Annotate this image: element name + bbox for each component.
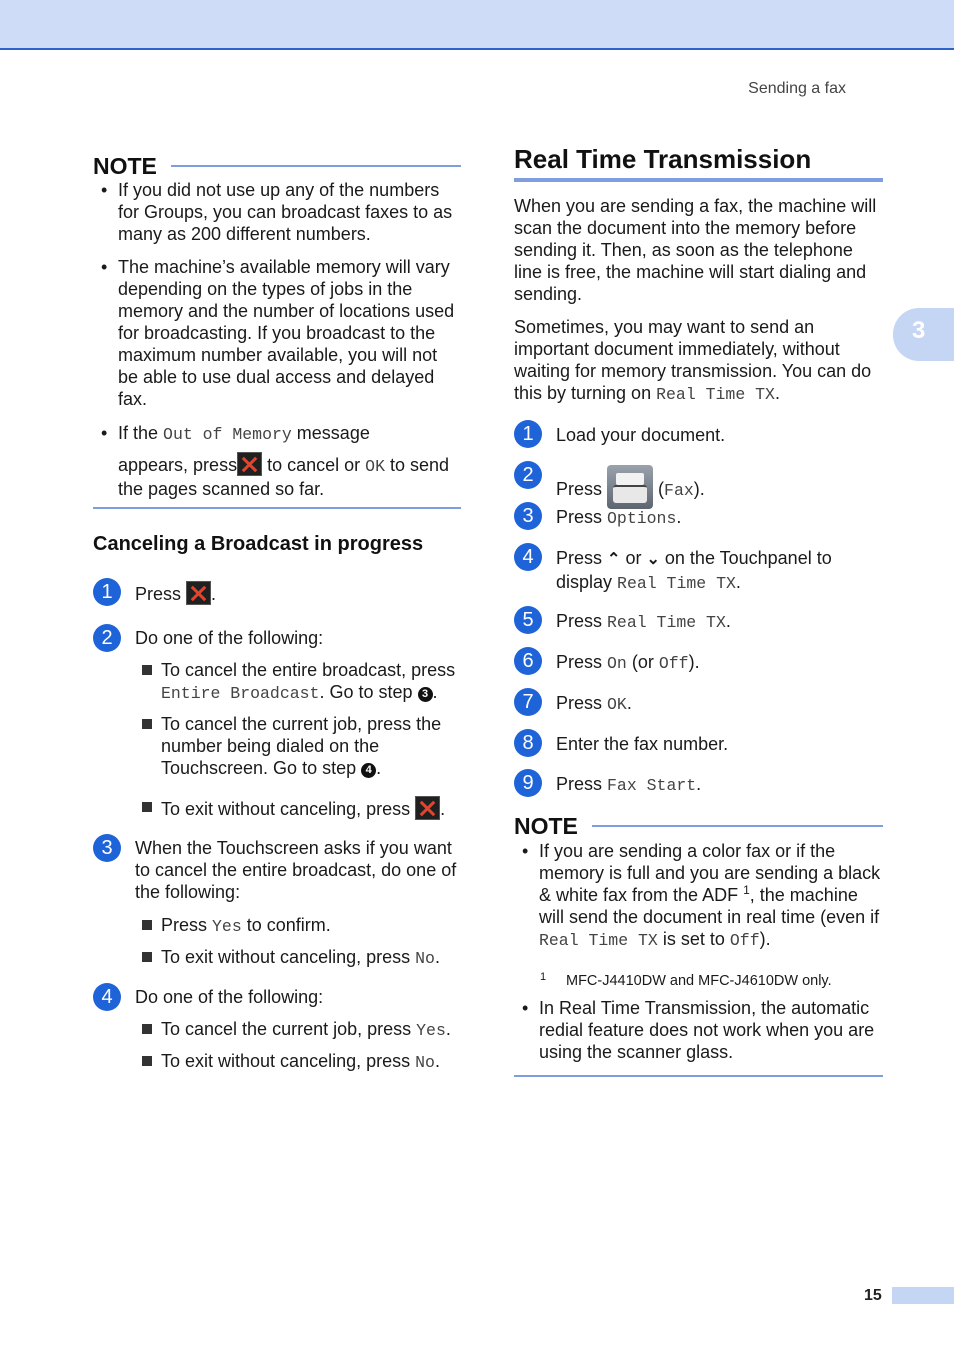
text: . Go to step	[319, 682, 413, 702]
code-no: No	[415, 949, 435, 968]
note-title: NOTE	[514, 813, 578, 839]
footnote-mark: 1	[540, 971, 547, 983]
text: to cancel or	[267, 455, 361, 475]
sub-option	[142, 1050, 461, 1074]
code-real-time-tx: Real Time TX	[539, 931, 658, 950]
step-number: 7	[514, 688, 542, 716]
chapter-number: 3	[912, 317, 926, 344]
text: .	[735, 572, 741, 592]
text: the pages scanned so far.	[118, 479, 325, 499]
text: to confirm.	[246, 915, 331, 935]
text: Press	[161, 915, 208, 935]
cancel-x-icon	[415, 796, 440, 820]
text: , the machine will send the document in real time (even if	[539, 885, 880, 927]
text: To exit without canceling, press	[161, 799, 411, 819]
step-number: 8	[514, 729, 542, 757]
sub-option	[142, 659, 461, 705]
code-options: Options	[607, 509, 677, 528]
step-number: 1	[93, 578, 121, 606]
text: message	[296, 423, 370, 443]
sub-option	[142, 796, 461, 820]
text: Sometimes, you may want to send an important document immediately, without waiting for memory transmission. You can do this by turning on	[514, 317, 872, 403]
chevron-up-icon: ⌃	[607, 551, 621, 568]
step-number: 6	[514, 647, 542, 675]
text: To exit without canceling, press	[161, 1051, 411, 1071]
text: ).	[688, 652, 700, 672]
section-title: Real Time Transmission	[514, 144, 812, 174]
step-number: 4	[514, 543, 542, 571]
text: .	[445, 1019, 451, 1039]
step-number: 5	[514, 606, 542, 634]
note-divider	[171, 165, 461, 167]
step-number: 4	[93, 983, 121, 1011]
text: Press	[556, 693, 603, 713]
footnote-ref: 1	[743, 883, 750, 897]
text: Press	[556, 548, 603, 568]
text: To cancel the entire broadcast, press	[161, 660, 456, 680]
text: (	[658, 479, 665, 499]
note-bullet-2: • The machine’s available memory will vary depending on the types of jobs in the memory and the number of locations used for broadcasting. If you broadcast to the maximum number available, you will not be able to use dual access and delayed fax.	[93, 256, 461, 410]
running-header: Sending a fax	[748, 80, 846, 97]
sub-option	[142, 1018, 461, 1042]
sub-option	[142, 914, 461, 938]
text: .	[211, 584, 217, 604]
note-bottom-rule	[514, 1075, 883, 1077]
text: .	[696, 774, 702, 794]
text: appears, press	[118, 455, 238, 475]
text: Press	[135, 584, 182, 604]
note-heading	[93, 154, 461, 178]
text: Press	[556, 479, 603, 499]
code-real-time-tx: Real Time TX	[617, 574, 736, 593]
text: If you are sending a color fax or if the memory is full and you are sending a black & white fax from the ADF	[539, 841, 881, 905]
text: ).	[693, 479, 705, 499]
sub-option	[142, 946, 461, 970]
text: .	[676, 507, 682, 527]
note-bottom-rule	[93, 507, 461, 509]
code-off: Off	[729, 931, 760, 950]
text: To cancel the current job, press	[161, 1019, 412, 1039]
step-number: 9	[514, 769, 542, 797]
top-header-band	[0, 0, 954, 50]
chevron-down-icon: ⌄	[646, 551, 660, 568]
sub-option	[142, 713, 461, 779]
code-real-time-tx: Real Time TX	[656, 385, 775, 404]
text: Press	[556, 652, 603, 672]
text: .	[626, 693, 632, 713]
text: If the	[118, 423, 159, 443]
code-no: No	[415, 1053, 435, 1072]
step-text: When the Touchscreen asks if you want to cancel the entire broadcast, do one of the following:	[135, 838, 457, 902]
note-heading	[514, 814, 883, 838]
code-yes: Yes	[212, 917, 242, 936]
step-number: 1	[514, 420, 542, 448]
text: .	[440, 799, 446, 819]
code-entire-broadcast: Entire Broadcast	[161, 684, 320, 703]
text: .	[725, 611, 731, 631]
code-on: On	[607, 654, 627, 673]
text: to send	[390, 455, 450, 475]
text: on the Touchpanel to	[664, 548, 832, 568]
text: .	[774, 383, 780, 403]
step-text: Enter the fax number.	[556, 734, 729, 754]
fax-icon	[607, 465, 653, 509]
paragraph-1: When you are sending a fax, the machine will scan the document into the memory before sending it. Then, as soon as the telephone line is free, the machine will start dialing and sending.	[514, 196, 877, 304]
text: ).	[759, 929, 771, 949]
step-text: Do one of the following:	[135, 987, 324, 1007]
code-ok: OK	[365, 457, 385, 476]
text: is set to	[662, 929, 725, 949]
step-number: 3	[93, 834, 121, 862]
step-ref-3: 3	[418, 687, 433, 702]
text: Press	[556, 774, 603, 794]
page-number-bar	[892, 1287, 954, 1304]
text: (or	[631, 652, 654, 672]
code-ok: OK	[607, 695, 627, 714]
cancel-x-icon	[237, 452, 262, 476]
note-bullet-1	[514, 840, 883, 952]
text: .	[376, 758, 382, 778]
text: Press	[556, 611, 603, 631]
text: To exit without canceling, press	[161, 947, 411, 967]
subheading: Canceling a Broadcast in progress	[93, 533, 424, 555]
step-number: 3	[514, 502, 542, 530]
step-text: Load your document.	[556, 425, 726, 445]
paragraph-2	[514, 316, 883, 406]
note-bullet-2: • In Real Time Transmission, the automatic redial feature does not work when you are using the scanner glass.	[514, 997, 883, 1063]
code-fax-start: Fax Start	[607, 776, 697, 795]
text: .	[434, 1051, 440, 1071]
text: .	[432, 682, 438, 702]
code-fax: Fax	[664, 481, 694, 500]
text: display	[556, 572, 613, 592]
text: .	[434, 947, 440, 967]
note-bullet-3	[93, 422, 461, 500]
code-real-time-tx: Real Time TX	[607, 613, 726, 632]
step-ref-4: 4	[361, 763, 376, 778]
step-number: 2	[93, 624, 121, 652]
note-bullet-1: • If you did not use up any of the numbers for Groups, you can broadcast faxes to as many as 200 different numbers.	[93, 179, 461, 245]
cancel-x-icon	[186, 581, 211, 605]
note-divider	[592, 825, 883, 827]
code-out-of-memory: Out of Memory	[163, 425, 292, 444]
footnote-text: MFC-J4410DW and MFC-J4610DW only.	[566, 973, 832, 989]
page-number: 15	[864, 1287, 882, 1304]
step-text: Do one of the following:	[135, 628, 324, 648]
code-yes: Yes	[416, 1021, 446, 1040]
step-number: 2	[514, 461, 542, 489]
code-off: Off	[658, 654, 689, 673]
text: Press	[556, 507, 603, 527]
title-underline	[514, 178, 883, 182]
note-title: NOTE	[93, 153, 157, 179]
text: To cancel the current job, press the number being dialed on the Touchscreen. Go to step	[161, 714, 442, 778]
chapter-tab	[893, 308, 954, 361]
text: or	[625, 548, 642, 568]
